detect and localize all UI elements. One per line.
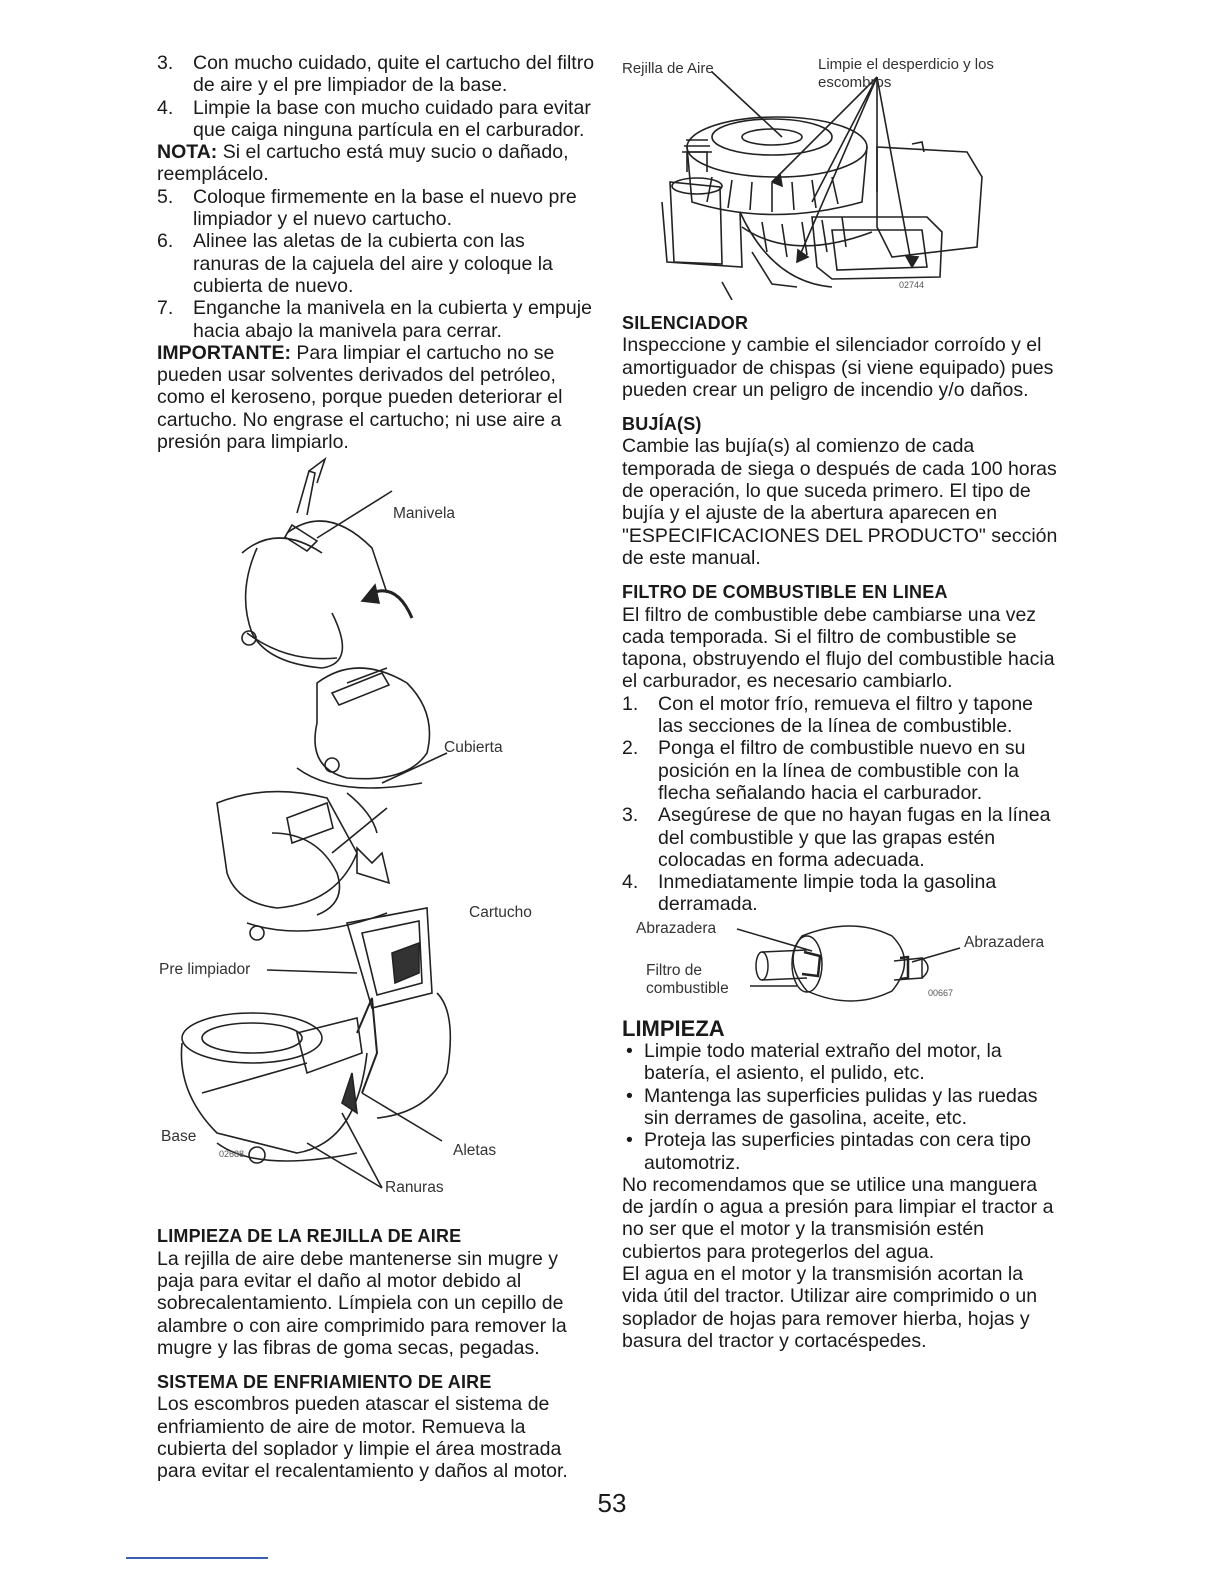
list-item: • Proteja las superficies pintadas con cera tipo automotriz.	[626, 1129, 1031, 1174]
list-item: 4. Limpie la base con mucho cuidado para evitar que caiga ninguna partícula en el carburador.	[157, 96, 591, 141]
abrazadera-left-label: Abrazadera	[636, 919, 717, 937]
air-filter-illustration	[157, 453, 595, 1213]
rejilla-text: La rejilla de aire debe mantenerse sin mugre y paja para evitar el daño al motor debido al sobrecalentamiento. Límpiela con un cepillo de alambre o con aire comprimido para remover la mugre y las fibras de goma secas, pegadas.	[157, 1247, 567, 1359]
list-item: 1. Con el motor frío, remueva el filtro y tapone las secciones de la línea de combustible.	[622, 692, 1034, 738]
filtro-heading: FILTRO DE COMBUSTIBLE EN LINEA	[622, 582, 948, 603]
engine-figure	[622, 52, 1062, 300]
list-item: 7. Enganche la manivela en la cubierta y empuje hacia abajo la manivela para cerrar.	[157, 297, 592, 342]
rejilla-label: Rejilla de Aire	[622, 60, 714, 77]
air-filter-figure	[157, 453, 595, 1213]
filtro-text: El filtro de combustible debe cambiarse una vez cada temporada. Si el filtro de combustible se tapona, obstruyendo el flujo del combustible hacia el carburador, es necesario cambiarlo.	[622, 603, 1055, 693]
steps-list-a	[157, 52, 595, 141]
page-number: 53	[597, 1488, 627, 1518]
limpieza-bullets	[622, 1040, 1062, 1174]
silenciador-heading: SILENCIADOR	[622, 313, 749, 333]
ranuras-label: Ranuras	[385, 1179, 444, 1197]
limpie-label: Limpie el desperdicio y los escombros	[818, 56, 994, 91]
list-item: 4. Inmediatamente limpie toda la gasolina derramada.	[622, 871, 997, 916]
fuel-filter-figure	[622, 916, 1062, 1008]
nota-paragraph: NOTA: Si el cartucho está muy sucio o dañado, reemplácelo.	[157, 141, 569, 186]
list-item: 2. Ponga el filtro de combustible nuevo en su posición en la línea de combustible con la flecha señalando hacia el carburador.	[622, 737, 1026, 804]
aletas-label: Aletas	[453, 1142, 497, 1160]
bujia-heading: BUJÍA(S)	[622, 414, 702, 435]
list-item: • Mantenga las superficies pulidas y las ruedas sin derrames de gasolina, aceite, etc.	[626, 1084, 1038, 1129]
limpieza-heading: LIMPIEZA	[622, 1015, 725, 1041]
limpieza-paragraph-2: El agua en el motor y la transmisión acortan la vida útil del tractor. Utilizar aire comprimido o un soplador de hojas para remover hierba, hojas y basura del tractor y cortacéspedes.	[622, 1262, 1038, 1352]
silenciador-text: Inspeccione y cambie el silenciador corroído y el amortiguador de chispas (si viene equipado) pues pueden crear un peligro de incendio y/o daños.	[622, 334, 1054, 401]
cartucho-label: Cartucho	[469, 904, 532, 922]
filtro-steps	[622, 693, 1062, 916]
figure-code: 02688	[219, 1149, 245, 1160]
engine-figure-code: 02744	[899, 280, 925, 290]
rejilla-heading: LIMPIEZA DE LA REJILLA DE AIRE	[157, 1226, 462, 1247]
enfriamiento-heading: SISTEMA DE ENFRIAMIENTO DE AIRE	[157, 1372, 492, 1393]
list-item: • Limpie todo material extraño del motor, la batería, el asiento, el pulido, etc.	[626, 1040, 1002, 1085]
list-item: 6. Alinee las aletas de la cubierta con las ranuras de la cajuela del aire y coloque la cubierta de nuevo.	[157, 230, 553, 297]
steps-list-b	[157, 186, 595, 342]
base-label: Base	[161, 1128, 197, 1146]
bujia-text: Cambie las bujía(s) al comienzo de cada temporada de siega o después de cada 100 horas de operación, lo que suceda primero. El tipo de bujía y el ajuste de la abertura aparecen en "ESPECIFICACIONES DEL PRODUCTO" sección de este manual.	[622, 435, 1058, 569]
limpieza-paragraph-1: No recomendamos que se utilice una manguera de jardín o agua a presión para limpiar el tractor a no ser que el motor y la transmisión estén cubiertos para protegerlos del agua.	[622, 1173, 1054, 1263]
combustible-label: combustible	[646, 979, 729, 997]
filtro-de-label: Filtro de	[646, 961, 702, 979]
right-column	[622, 52, 1062, 1352]
abrazadera-right-label: Abrazadera	[964, 933, 1045, 951]
importante-paragraph: IMPORTANTE: Para limpiar el cartucho no se pueden usar solventes derivados del petróleo, como el keroseno, porque pueden deteriorar el cartucho. No engrase el cartucho; ni use aire a presión para limpiarlo.	[157, 341, 563, 454]
left-column	[157, 52, 595, 1483]
manivela-label: Manivela	[393, 505, 456, 523]
pre-limpiador-label: Pre limpiador	[159, 961, 251, 979]
cubierta-label: Cubierta	[444, 739, 503, 757]
filter-figure-code: 00667	[928, 987, 954, 998]
enfriamiento-text: Los escombros pueden atascar el sistema de enfriamiento de aire de motor. Remueva la cubierta del soplador y limpie el área mostrada para evitar el recalentamiento y daños al motor.	[157, 1393, 568, 1483]
footer-rule	[126, 1557, 268, 1559]
list-item: 3. Asegúrese de que no hayan fugas en la línea del combustible y que las grapas estén colocadas en forma adecuada.	[622, 804, 1051, 871]
list-item: 5. Coloque firmemente en la base el nuevo pre limpiador y el nuevo cartucho.	[157, 185, 577, 231]
list-item: 3. Con mucho cuidado, quite el cartucho del filtro de aire y el pre limpiador de la base.	[157, 52, 595, 97]
